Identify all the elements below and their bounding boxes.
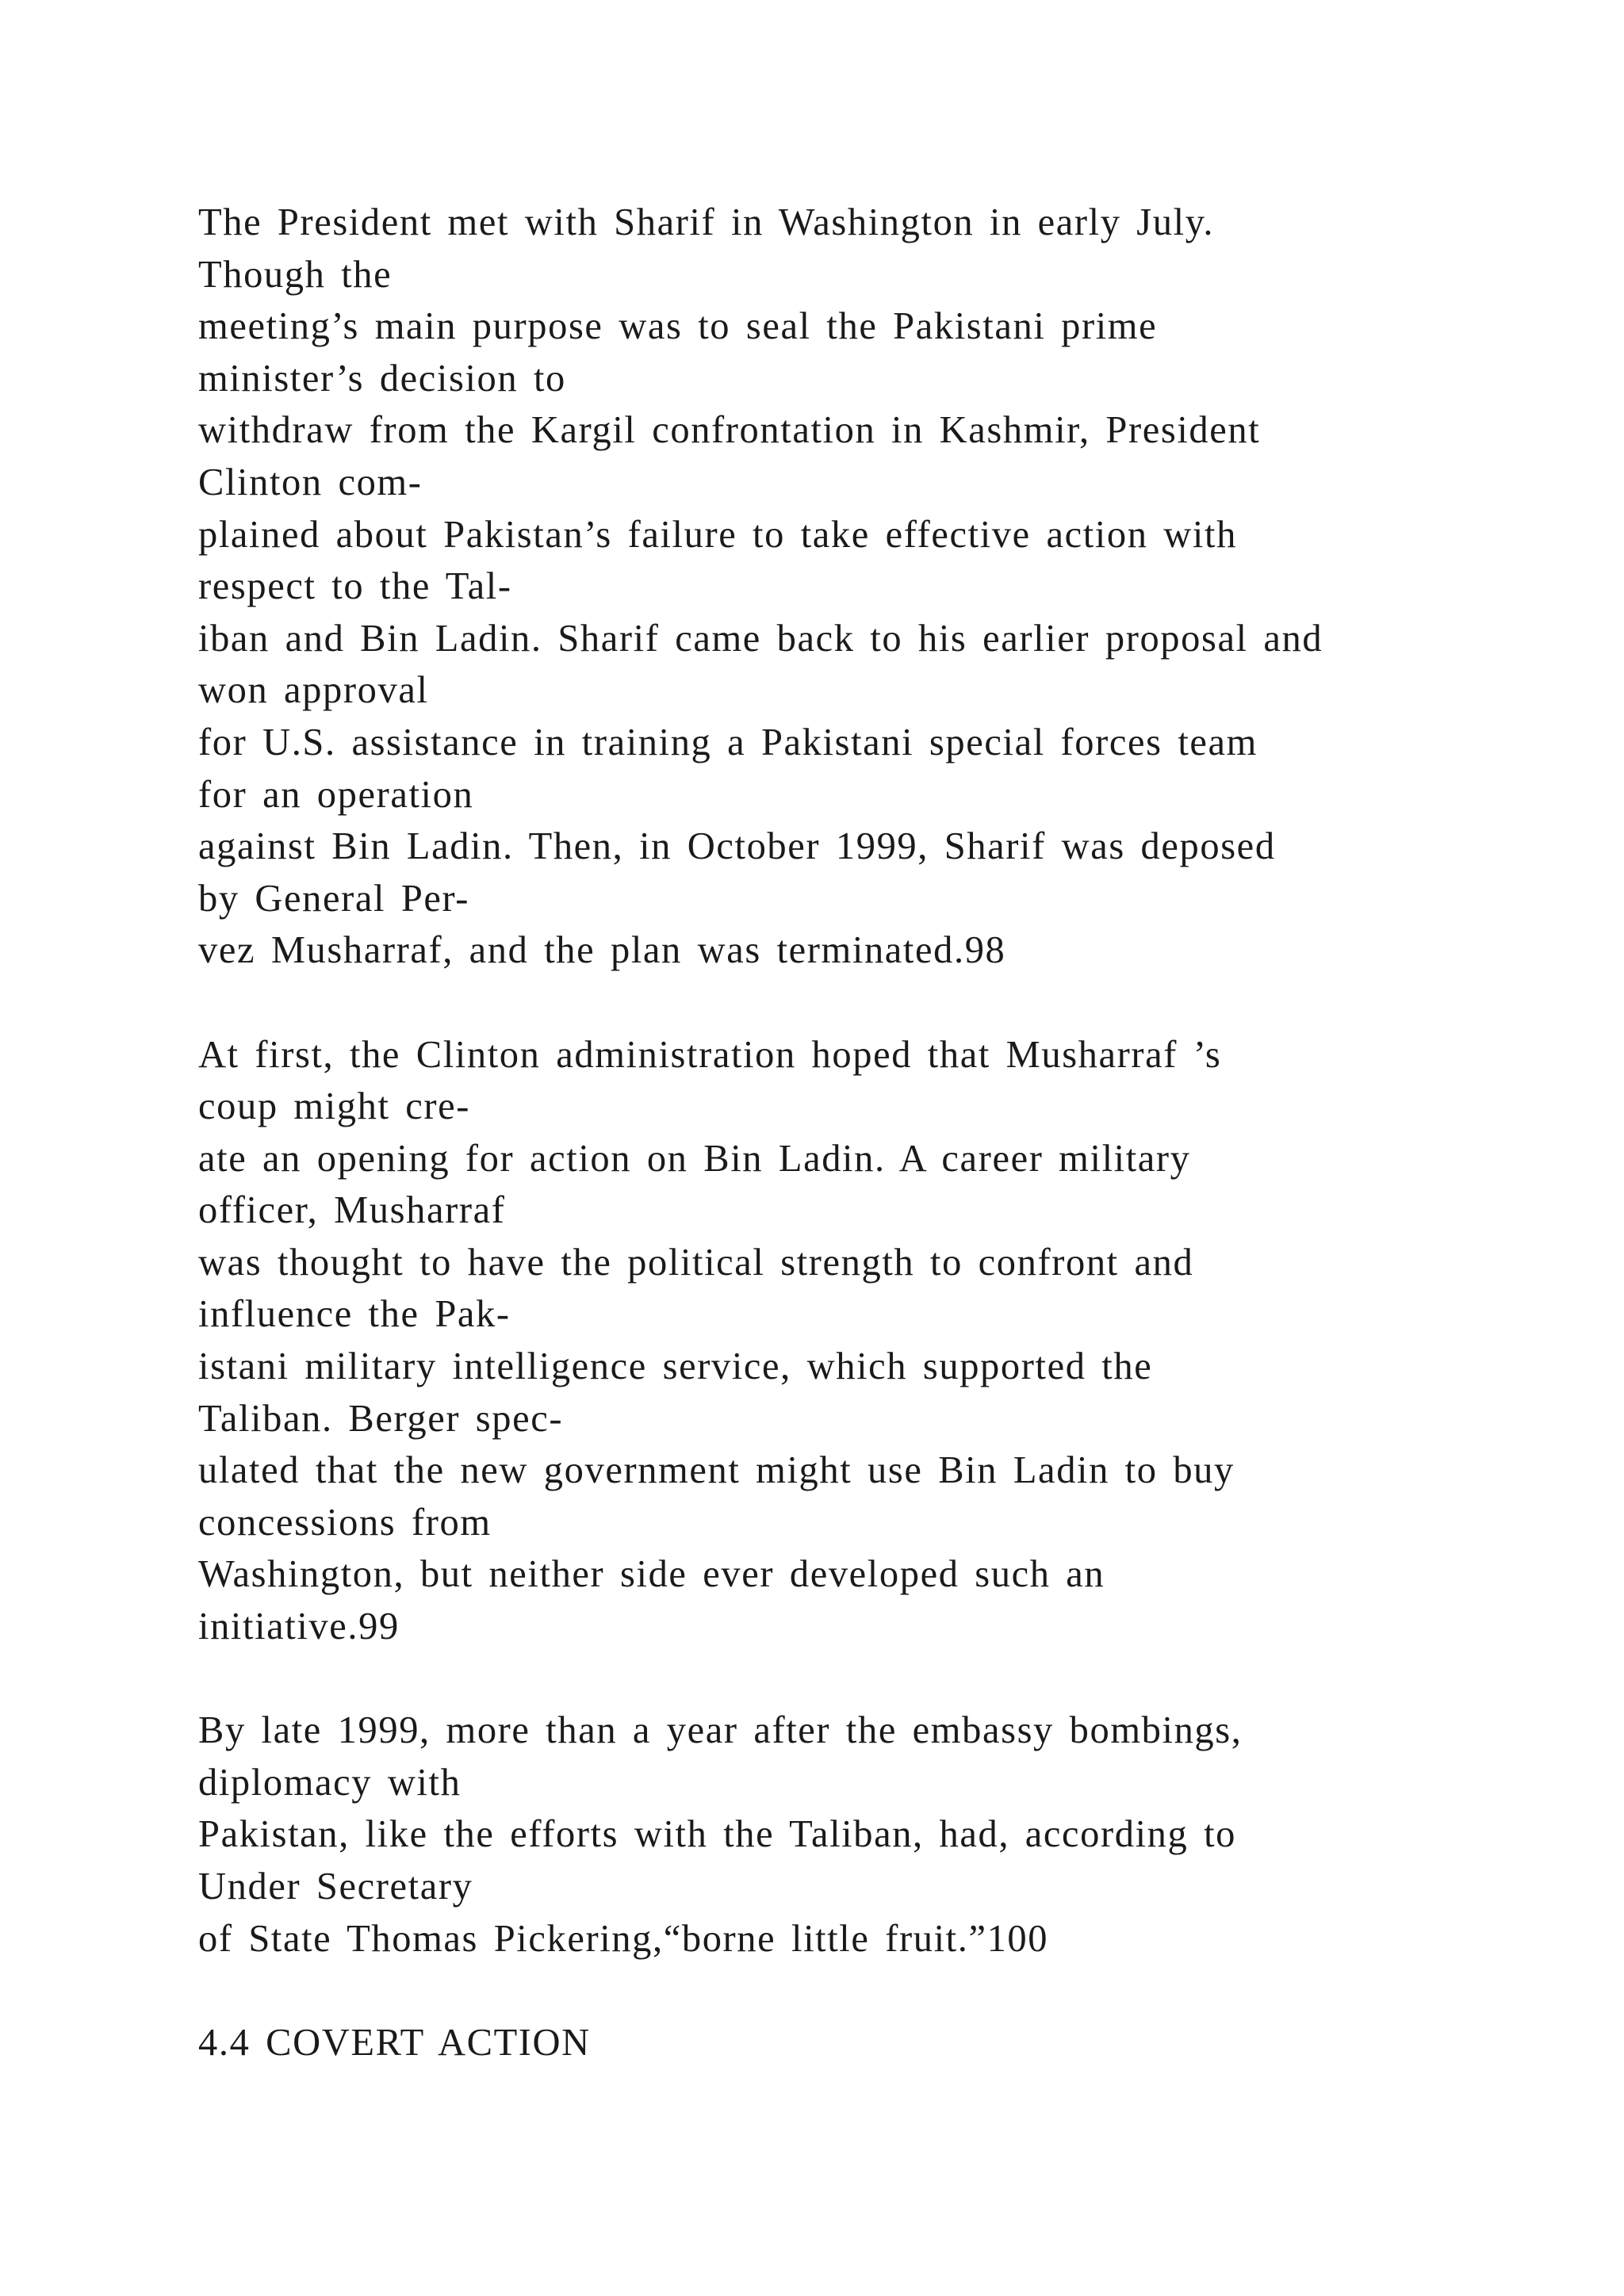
text-line: Taliban. Berger spec- — [198, 1397, 564, 1440]
text-line: concessions from — [198, 1501, 492, 1544]
text-line: vez Musharraf, and the plan was terminated.98 — [198, 929, 1006, 972]
text-line: Though the — [198, 253, 393, 296]
text-line: officer, Musharraf — [198, 1189, 506, 1232]
text-line: coup might cre- — [198, 1085, 471, 1128]
text-line: won approval — [198, 669, 429, 712]
text-line: Under Secretary — [198, 1866, 473, 1908]
text-line: By late 1999, more than a year after the embassy bombings, — [198, 1709, 1243, 1752]
section-heading-text: 4.4 COVERT ACTION — [198, 2021, 591, 2064]
text-line: The President met with Sharif in Washington in early July. — [198, 201, 1215, 243]
text-line: diplomacy with — [198, 1761, 462, 1804]
text-line: At first, the Clinton administration hoped that Musharraf ’s — [198, 1033, 1222, 1076]
text-line: Pakistan, like the efforts with the Taliban, had, according to — [198, 1813, 1237, 1856]
paragraph-3 — [198, 1705, 1546, 1965]
document-page — [198, 197, 1546, 2068]
text-line: initiative.99 — [198, 1605, 400, 1648]
text-line: istani military intelligence service, which supported the — [198, 1345, 1153, 1388]
text-line: meeting’s main purpose was to seal the Pakistani prime — [198, 305, 1158, 348]
text-line: respect to the Tal- — [198, 565, 512, 608]
paragraph-1 — [198, 197, 1546, 977]
text-line: against Bin Ladin. Then, in October 1999, Sharif was deposed — [198, 825, 1276, 868]
text-line: ate an opening for action on Bin Ladin. A career military — [198, 1137, 1191, 1180]
text-line: iban and Bin Ladin. Sharif came back to his earlier proposal and — [198, 617, 1323, 660]
text-line: by General Per- — [198, 877, 470, 920]
text-line: of State Thomas Pickering,“borne little fruit.”100 — [198, 1917, 1049, 1960]
text-line: was thought to have the political strength to confront and — [198, 1241, 1194, 1284]
text-line: Clinton com- — [198, 461, 423, 503]
text-line: Washington, but neither side ever developed such an — [198, 1553, 1105, 1596]
text-line: for U.S. assistance in training a Pakistani special forces team — [198, 721, 1258, 763]
text-line: plained about Pakistan’s failure to take effective action with — [198, 513, 1237, 556]
section-heading — [198, 2017, 1546, 2069]
text-line: for an operation — [198, 773, 474, 816]
text-line: withdraw from the Kargil confrontation in Kashmir, President — [198, 409, 1261, 452]
text-line: ulated that the new government might use Bin Ladin to buy — [198, 1449, 1235, 1492]
text-line: minister’s decision to — [198, 357, 566, 400]
text-line: influence the Pak- — [198, 1293, 511, 1336]
paragraph-2 — [198, 1029, 1546, 1653]
